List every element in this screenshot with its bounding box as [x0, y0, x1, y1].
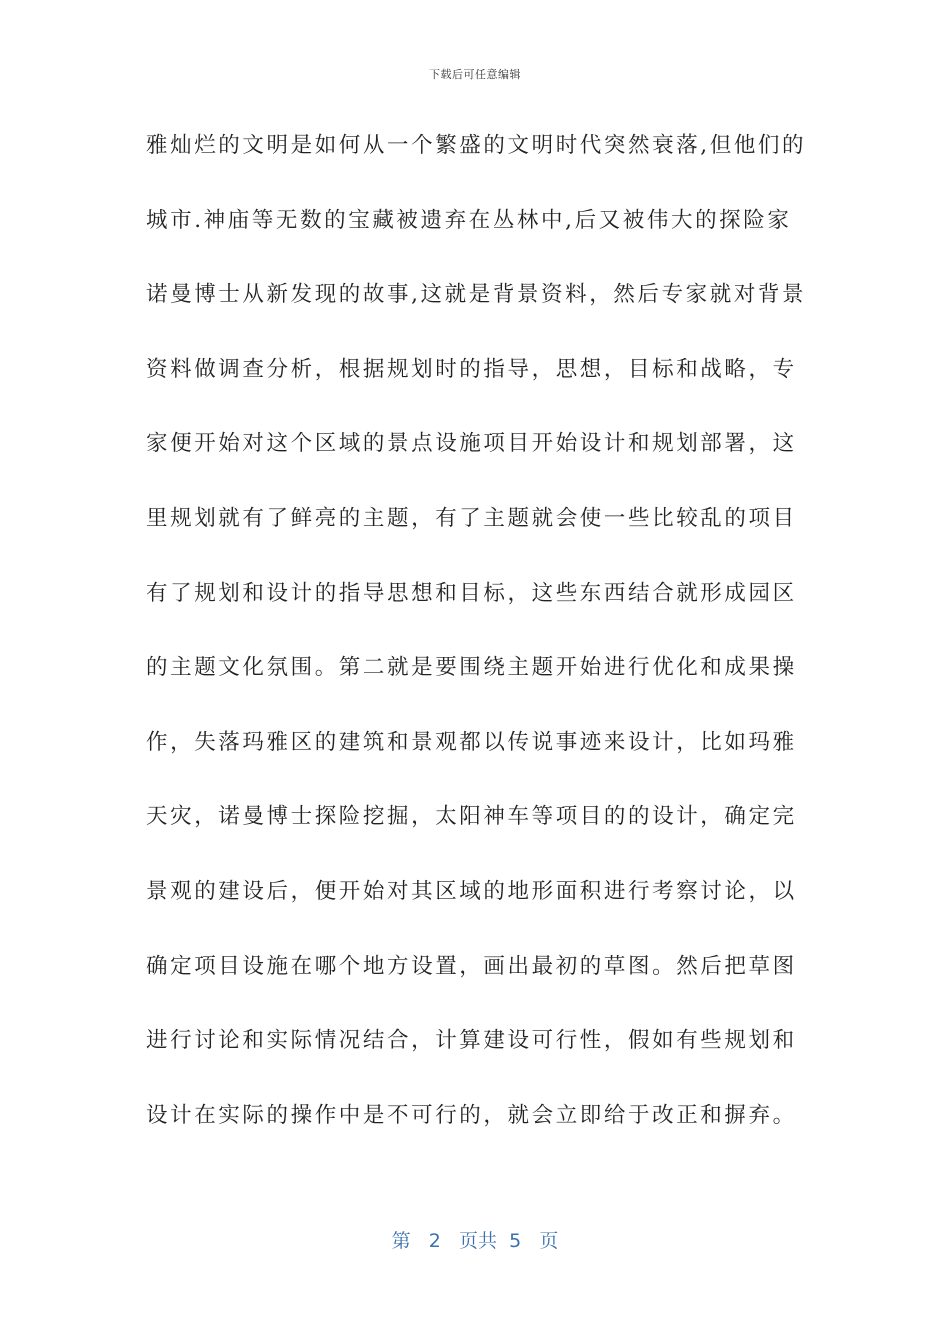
text-line: 家便开始对这个区域的景点设施项目开始设计和规划部署，这 — [146, 431, 797, 457]
current-page-number: 2 — [428, 1230, 441, 1252]
body-text — [146, 126, 806, 1170]
text-line: 雅灿烂的文明是如何从一个繁盛的文明时代突然衰落,但他们的 — [146, 133, 807, 158]
text-line: 天灾，诺曼博士探险挖掘，太阳神车等项目的的设计，确定完 — [146, 804, 797, 830]
text-line: 作，失落玛雅区的建筑和景观都以传说事迹来设计，比如玛雅 — [146, 729, 797, 755]
text-line: 的主题文化氛围。第二就是要围绕主题开始进行优化和成果操 — [146, 655, 797, 681]
text-line: 确定项目设施在哪个地方设置，画出最初的草图。然后把草图 — [146, 953, 797, 979]
text-line: 进行讨论和实际情况结合，计算建设可行性，假如有些规划和 — [146, 1028, 797, 1054]
text-line: 资料做调查分析，根据规划时的指导，思想，目标和战略，专 — [146, 356, 797, 382]
text-line: 有了规划和设计的指导思想和目标，这些东西结合就形成园区 — [146, 580, 797, 606]
page-header: 下载后可任意编辑 — [429, 68, 521, 81]
footer-middle: 页共 — [459, 1230, 498, 1252]
text-line: 景观的建设后，便开始对其区域的地形面积进行考察讨论，以 — [146, 878, 797, 904]
text-line: 里规划就有了鲜亮的主题，有了主题就会使一些比较乱的项目 — [146, 505, 797, 531]
text-line: 城市.神庙等无数的宝藏被遗弃在丛林中,后又被伟大的探险家 — [146, 207, 792, 233]
footer-suffix: 页 — [539, 1230, 559, 1252]
total-pages-number: 5 — [509, 1230, 522, 1252]
footer-prefix: 第 — [391, 1230, 411, 1252]
page-number-footer — [0, 1226, 950, 1253]
text-line: 诺曼博士从新发现的故事,这就是背景资料，然后专家就对背景 — [146, 282, 807, 308]
text-line: 设计在实际的操作中是不可行的，就会立即给于改正和摒弃。 — [146, 1102, 797, 1128]
